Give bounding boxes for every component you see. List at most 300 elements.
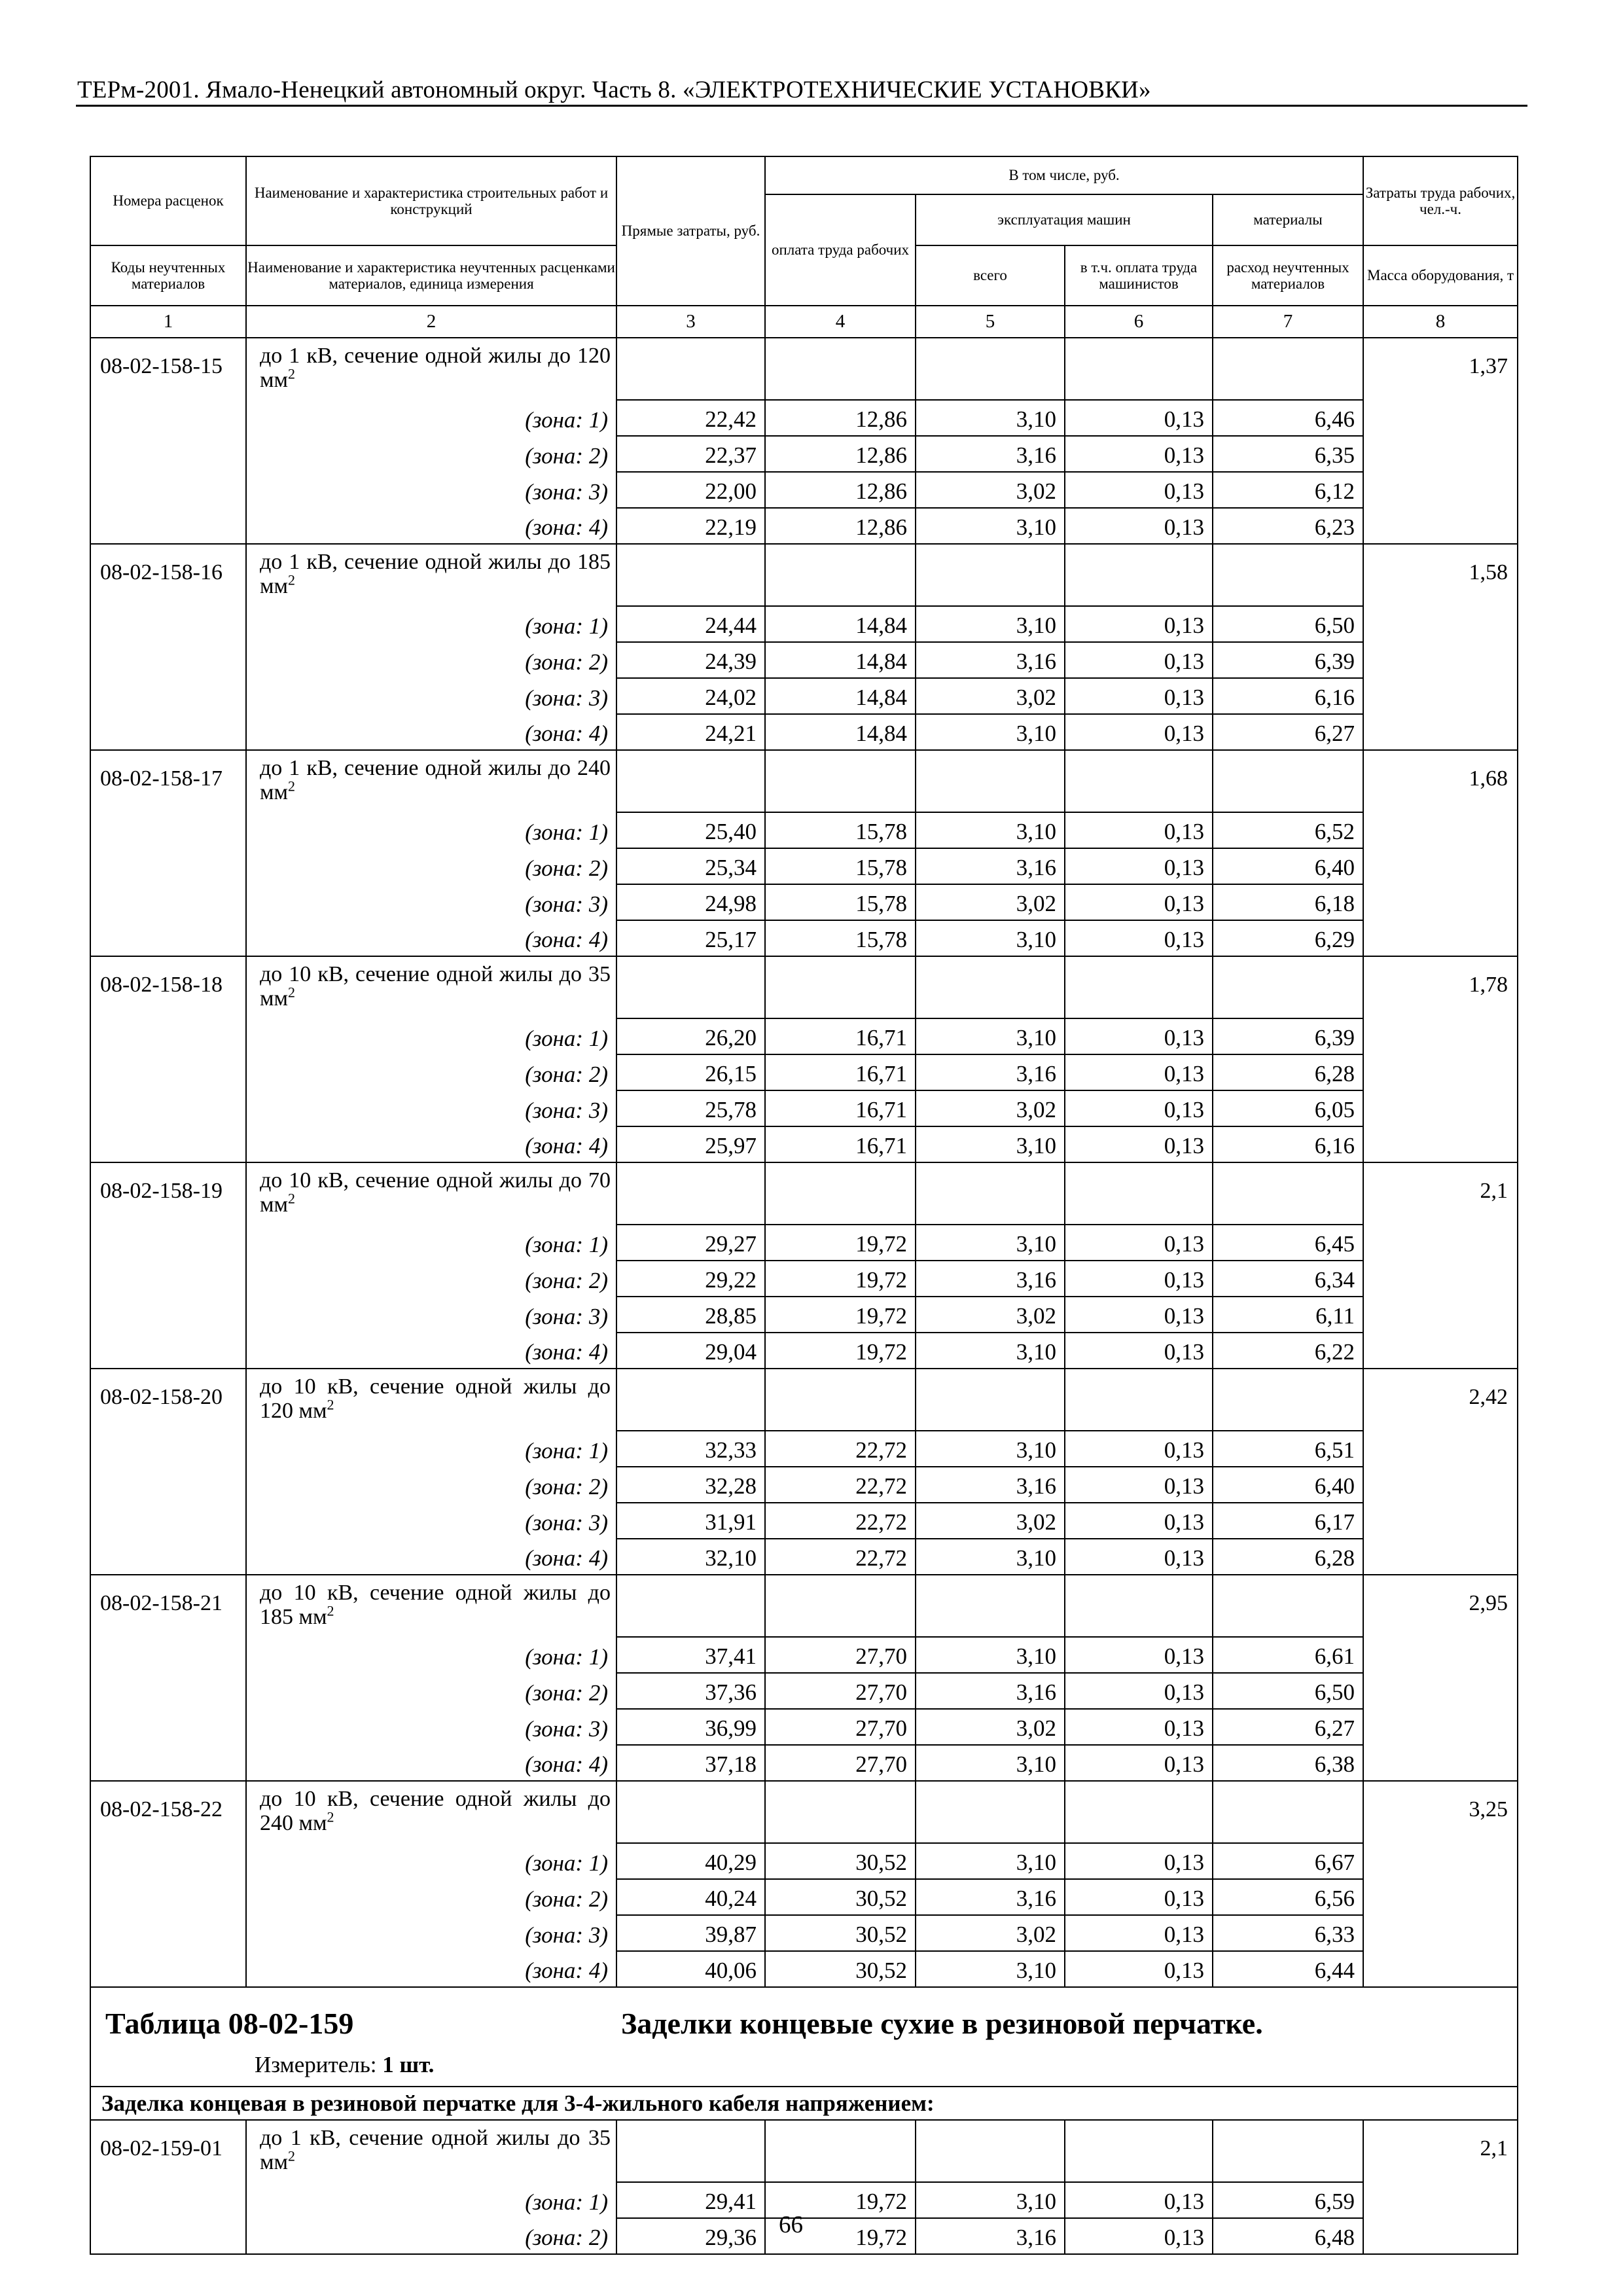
labor-cell-continuation	[1363, 1261, 1518, 1297]
empty-cell	[1213, 1781, 1363, 1843]
code-cell-continuation	[90, 714, 246, 750]
value-cell: 32,33	[616, 1431, 765, 1467]
value-cell: 6,39	[1213, 1018, 1363, 1054]
zone-row	[90, 920, 1518, 956]
value-cell: 15,78	[765, 920, 916, 956]
value-cell: 0,13	[1065, 2182, 1213, 2218]
code-cell-continuation	[90, 1709, 246, 1745]
code-cell-continuation	[90, 1333, 246, 1369]
empty-cell	[765, 956, 916, 1018]
group-header: В том числе, руб.	[765, 156, 1363, 194]
code-cell-continuation	[90, 1126, 246, 1162]
value-cell: 6,34	[1213, 1261, 1363, 1297]
value-cell: 3,10	[916, 508, 1065, 544]
rate-row	[90, 338, 1518, 400]
column-numbers-row	[90, 306, 1518, 338]
value-cell: 22,42	[616, 400, 765, 436]
value-cell: 26,20	[616, 1018, 765, 1054]
labor-cell-continuation	[1363, 1126, 1518, 1162]
code-cell-continuation	[90, 1431, 246, 1467]
value-cell: 6,28	[1213, 1539, 1363, 1575]
unit-superscript: 2	[288, 2148, 296, 2165]
empty-cell	[1065, 2120, 1213, 2182]
empty-cell	[916, 1781, 1065, 1843]
rate-description	[246, 750, 616, 812]
value-cell: 3,16	[916, 1673, 1065, 1709]
zone-row	[90, 884, 1518, 920]
rate-code: 08-02-158-15	[90, 338, 246, 400]
value-cell: 0,13	[1065, 1673, 1213, 1709]
value-cell: 16,71	[765, 1054, 916, 1090]
zone-label: (зона: 3)	[246, 1297, 616, 1333]
empty-cell	[1065, 1162, 1213, 1225]
value-cell: 19,72	[765, 1225, 916, 1261]
value-cell: 3,10	[916, 1843, 1065, 1879]
value-cell: 0,13	[1065, 1915, 1213, 1951]
labor-cell-continuation	[1363, 2182, 1518, 2218]
labor-cell-continuation	[1363, 508, 1518, 544]
rate-description	[246, 1575, 616, 1637]
value-cell: 0,13	[1065, 508, 1213, 544]
value-cell: 37,36	[616, 1673, 765, 1709]
zone-label: (зона: 2)	[246, 1261, 616, 1297]
measure-value: 1 шт.	[382, 2052, 435, 2077]
value-cell: 0,13	[1065, 1054, 1213, 1090]
value-cell: 29,41	[616, 2182, 765, 2218]
labor-cell-continuation	[1363, 1090, 1518, 1126]
code-cell-continuation	[90, 400, 246, 436]
empty-cell	[765, 750, 916, 812]
labor-cost: 2,1	[1363, 2120, 1518, 2182]
zone-row	[90, 1333, 1518, 1369]
zone-row	[90, 1951, 1518, 1987]
unit-superscript: 2	[288, 1191, 296, 1208]
value-cell: 30,52	[765, 1879, 916, 1915]
value-cell: 0,13	[1065, 2218, 1213, 2254]
value-cell: 0,13	[1065, 1126, 1213, 1162]
rate-description	[246, 1162, 616, 1225]
value-cell: 6,28	[1213, 1054, 1363, 1090]
col4-header: оплата труда рабочих	[765, 194, 916, 306]
labor-cell-continuation	[1363, 848, 1518, 884]
code-cell-continuation	[90, 2218, 246, 2254]
labor-cell-continuation	[1363, 1018, 1518, 1054]
value-cell: 6,22	[1213, 1333, 1363, 1369]
column-number: 8	[1363, 306, 1518, 338]
zone-row	[90, 1915, 1518, 1951]
value-cell: 30,52	[765, 1951, 916, 1987]
value-cell: 6,50	[1213, 1673, 1363, 1709]
value-cell: 27,70	[765, 1745, 916, 1781]
value-cell: 29,27	[616, 1225, 765, 1261]
empty-cell	[916, 1575, 1065, 1637]
zone-label: (зона: 1)	[246, 606, 616, 642]
zone-row	[90, 1539, 1518, 1575]
zone-label: (зона: 4)	[246, 1333, 616, 1369]
zone-row	[90, 812, 1518, 848]
value-cell: 37,18	[616, 1745, 765, 1781]
value-cell: 3,16	[916, 1467, 1065, 1503]
unit-superscript: 2	[327, 1397, 334, 1414]
value-cell: 12,86	[765, 508, 916, 544]
zone-row	[90, 1843, 1518, 1879]
value-cell: 30,52	[765, 1843, 916, 1879]
value-cell: 25,17	[616, 920, 765, 956]
value-cell: 22,00	[616, 472, 765, 508]
value-cell: 0,13	[1065, 884, 1213, 920]
value-cell: 6,51	[1213, 1431, 1363, 1467]
labor-cell-continuation	[1363, 1951, 1518, 1987]
value-cell: 6,16	[1213, 1126, 1363, 1162]
value-cell: 24,21	[616, 714, 765, 750]
empty-cell	[616, 1781, 765, 1843]
value-cell: 0,13	[1065, 400, 1213, 436]
zone-label: (зона: 2)	[246, 642, 616, 678]
zone-row	[90, 436, 1518, 472]
value-cell: 0,13	[1065, 1951, 1213, 1987]
value-cell: 3,02	[916, 1503, 1065, 1539]
rate-description-text: до 10 кВ, сечение одной жилы до 185 мм	[260, 1581, 611, 1630]
zone-row	[90, 1431, 1518, 1467]
zone-label: (зона: 4)	[246, 1951, 616, 1987]
labor-cost: 1,78	[1363, 956, 1518, 1018]
value-cell: 3,10	[916, 1126, 1065, 1162]
col1-subheader: Коды неучтенных материалов	[90, 245, 246, 306]
code-cell-continuation	[90, 1673, 246, 1709]
code-cell-continuation	[90, 678, 246, 714]
rate-description-text: до 10 кВ, сечение одной жилы до 120 мм	[260, 1374, 611, 1424]
value-cell: 19,72	[765, 2182, 916, 2218]
labor-cell-continuation	[1363, 642, 1518, 678]
value-cell: 40,29	[616, 1843, 765, 1879]
table-title-row	[90, 1987, 1518, 2087]
value-cell: 6,27	[1213, 714, 1363, 750]
value-cell: 24,98	[616, 884, 765, 920]
zone-row	[90, 1054, 1518, 1090]
value-cell: 6,38	[1213, 1745, 1363, 1781]
value-cell: 3,02	[916, 678, 1065, 714]
empty-cell	[1065, 1781, 1213, 1843]
value-cell: 22,37	[616, 436, 765, 472]
value-cell: 6,56	[1213, 1879, 1363, 1915]
col7-header: расход неучтенных материалов	[1213, 245, 1363, 306]
value-cell: 12,86	[765, 472, 916, 508]
value-cell: 3,16	[916, 642, 1065, 678]
value-cell: 6,48	[1213, 2218, 1363, 2254]
labor-cell-continuation	[1363, 1539, 1518, 1575]
value-cell: 14,84	[765, 606, 916, 642]
rate-code: 08-02-158-16	[90, 544, 246, 606]
labor-cost: 1,68	[1363, 750, 1518, 812]
empty-cell	[1065, 544, 1213, 606]
rate-row	[90, 544, 1518, 606]
value-cell: 3,10	[916, 606, 1065, 642]
measure	[255, 2052, 434, 2078]
value-cell: 32,28	[616, 1467, 765, 1503]
labor-cell-continuation	[1363, 1297, 1518, 1333]
empty-cell	[765, 338, 916, 400]
zone-label: (зона: 2)	[246, 1673, 616, 1709]
value-cell: 19,72	[765, 1333, 916, 1369]
value-cell: 3,02	[916, 1297, 1065, 1333]
zone-row	[90, 472, 1518, 508]
zone-label: (зона: 3)	[246, 1090, 616, 1126]
value-cell: 19,72	[765, 1297, 916, 1333]
rate-row	[90, 1781, 1518, 1843]
value-cell: 0,13	[1065, 920, 1213, 956]
code-cell-continuation	[90, 1915, 246, 1951]
value-cell: 6,39	[1213, 642, 1363, 678]
value-cell: 39,87	[616, 1915, 765, 1951]
labor-cell-continuation	[1363, 2218, 1518, 2254]
col8-subheader: Масса оборудования, т	[1363, 245, 1518, 306]
col5-header: всего	[916, 245, 1065, 306]
value-cell: 3,10	[916, 1018, 1065, 1054]
labor-cell-continuation	[1363, 884, 1518, 920]
value-cell: 3,10	[916, 1539, 1065, 1575]
code-cell-continuation	[90, 508, 246, 544]
code-cell-continuation	[90, 1951, 246, 1987]
header-rule	[76, 105, 1527, 107]
value-cell: 6,27	[1213, 1709, 1363, 1745]
value-cell: 0,13	[1065, 1018, 1213, 1054]
zone-label: (зона: 3)	[246, 472, 616, 508]
value-cell: 6,11	[1213, 1297, 1363, 1333]
code-cell-continuation	[90, 920, 246, 956]
value-cell: 19,72	[765, 2218, 916, 2254]
value-cell: 0,13	[1065, 678, 1213, 714]
value-cell: 6,61	[1213, 1637, 1363, 1673]
zone-row	[90, 1225, 1518, 1261]
value-cell: 15,78	[765, 848, 916, 884]
value-cell: 3,16	[916, 1054, 1065, 1090]
labor-cost: 2,42	[1363, 1369, 1518, 1431]
labor-cost: 3,25	[1363, 1781, 1518, 1843]
value-cell: 0,13	[1065, 1297, 1213, 1333]
zone-label: (зона: 2)	[246, 848, 616, 884]
value-cell: 3,16	[916, 1879, 1065, 1915]
labor-cell-continuation	[1363, 400, 1518, 436]
value-cell: 24,39	[616, 642, 765, 678]
labor-cost: 2,1	[1363, 1162, 1518, 1225]
labor-cell-continuation	[1363, 1225, 1518, 1261]
value-cell: 14,84	[765, 714, 916, 750]
value-cell: 6,17	[1213, 1503, 1363, 1539]
value-cell: 25,97	[616, 1126, 765, 1162]
value-cell: 6,23	[1213, 508, 1363, 544]
value-cell: 6,44	[1213, 1951, 1363, 1987]
col6-header: в т.ч. оплата труда машинистов	[1065, 245, 1213, 306]
unit-superscript: 2	[288, 778, 296, 795]
value-cell: 3,16	[916, 848, 1065, 884]
value-cell: 30,52	[765, 1915, 916, 1951]
zone-row	[90, 1090, 1518, 1126]
code-cell-continuation	[90, 1467, 246, 1503]
code-cell-continuation	[90, 1225, 246, 1261]
labor-cell-continuation	[1363, 1745, 1518, 1781]
value-cell: 0,13	[1065, 1709, 1213, 1745]
unit-superscript: 2	[327, 1603, 334, 1620]
rate-description-text: до 10 кВ, сечение одной жилы до 70 мм	[260, 1168, 611, 1217]
value-cell: 3,10	[916, 1333, 1065, 1369]
value-cell: 0,13	[1065, 812, 1213, 848]
value-cell: 0,13	[1065, 606, 1213, 642]
empty-cell	[1213, 1369, 1363, 1431]
value-cell: 6,45	[1213, 1225, 1363, 1261]
value-cell: 3,10	[916, 400, 1065, 436]
rate-description-text: до 1 кВ, сечение одной жилы до 240 мм	[260, 756, 611, 805]
empty-cell	[765, 544, 916, 606]
rate-description-text: до 10 кВ, сечение одной жилы до 240 мм	[260, 1787, 611, 1836]
rate-description	[246, 1369, 616, 1431]
value-cell: 27,70	[765, 1709, 916, 1745]
value-cell: 31,91	[616, 1503, 765, 1539]
value-cell: 0,13	[1065, 642, 1213, 678]
col2-header: Наименование и характеристика строительных работ и конструкций	[246, 156, 616, 245]
value-cell: 3,16	[916, 2218, 1065, 2254]
rate-code: 08-02-158-22	[90, 1781, 246, 1843]
value-cell: 36,99	[616, 1709, 765, 1745]
rate-code: 08-02-158-21	[90, 1575, 246, 1637]
empty-cell	[616, 1369, 765, 1431]
table-title	[91, 1988, 1517, 2086]
value-cell: 6,67	[1213, 1843, 1363, 1879]
zone-row	[90, 606, 1518, 642]
empty-cell	[765, 2120, 916, 2182]
value-cell: 6,46	[1213, 400, 1363, 436]
labor-cell-continuation	[1363, 606, 1518, 642]
zone-row	[90, 1503, 1518, 1539]
zone-label: (зона: 4)	[246, 1539, 616, 1575]
machines-header: эксплуатация машин	[916, 194, 1213, 245]
labor-cell-continuation	[1363, 436, 1518, 472]
zone-label: (зона: 2)	[246, 2218, 616, 2254]
empty-cell	[616, 544, 765, 606]
code-cell-continuation	[90, 1261, 246, 1297]
value-cell: 25,78	[616, 1090, 765, 1126]
value-cell: 22,19	[616, 508, 765, 544]
rate-code: 08-02-158-20	[90, 1369, 246, 1431]
code-cell-continuation	[90, 1539, 246, 1575]
zone-row	[90, 400, 1518, 436]
empty-cell	[1065, 338, 1213, 400]
zone-label: (зона: 3)	[246, 884, 616, 920]
value-cell: 0,13	[1065, 436, 1213, 472]
value-cell: 0,13	[1065, 1503, 1213, 1539]
col1-header: Номера расценок	[90, 156, 246, 245]
code-cell-continuation	[90, 812, 246, 848]
zone-row	[90, 848, 1518, 884]
value-cell: 40,06	[616, 1951, 765, 1987]
empty-cell	[616, 956, 765, 1018]
subtitle: Заделка концевая в резиновой перчатке для 3-4-жильного кабеля напряжением:	[90, 2087, 1518, 2120]
value-cell: 40,24	[616, 1879, 765, 1915]
value-cell: 16,71	[765, 1090, 916, 1126]
labor-cell-continuation	[1363, 1709, 1518, 1745]
value-cell: 0,13	[1065, 1539, 1213, 1575]
value-cell: 6,40	[1213, 1467, 1363, 1503]
unit-superscript: 2	[288, 984, 296, 1001]
value-cell: 6,18	[1213, 884, 1363, 920]
code-cell-continuation	[90, 642, 246, 678]
value-cell: 3,10	[916, 812, 1065, 848]
zone-label: (зона: 1)	[246, 2182, 616, 2218]
rate-description	[246, 2120, 616, 2182]
zone-label: (зона: 3)	[246, 678, 616, 714]
code-cell-continuation	[90, 884, 246, 920]
unit-superscript: 2	[288, 572, 296, 589]
zone-row	[90, 2182, 1518, 2218]
code-cell-continuation	[90, 1054, 246, 1090]
value-cell: 6,33	[1213, 1915, 1363, 1951]
value-cell: 3,10	[916, 920, 1065, 956]
measure-label: Измеритель:	[255, 2052, 377, 2077]
column-number: 6	[1065, 306, 1213, 338]
labor-cell-continuation	[1363, 678, 1518, 714]
unit-superscript: 2	[288, 366, 296, 383]
col8-header: Затраты труда рабочих, чел.-ч.	[1363, 156, 1518, 245]
rate-description-text: до 1 кВ, сечение одной жилы до 185 мм	[260, 550, 611, 599]
value-cell: 22,72	[765, 1467, 916, 1503]
value-cell: 6,05	[1213, 1090, 1363, 1126]
labor-cell-continuation	[1363, 714, 1518, 750]
empty-cell	[616, 338, 765, 400]
value-cell: 24,02	[616, 678, 765, 714]
labor-cost: 1,58	[1363, 544, 1518, 606]
value-cell: 15,78	[765, 884, 916, 920]
zone-row	[90, 1637, 1518, 1673]
rate-row	[90, 750, 1518, 812]
value-cell: 6,29	[1213, 920, 1363, 956]
rate-description	[246, 1781, 616, 1843]
zone-row	[90, 678, 1518, 714]
labor-cell-continuation	[1363, 472, 1518, 508]
zone-label: (зона: 1)	[246, 1431, 616, 1467]
labor-cell-continuation	[1363, 1879, 1518, 1915]
empty-cell	[765, 1162, 916, 1225]
value-cell: 26,15	[616, 1054, 765, 1090]
value-cell: 6,35	[1213, 436, 1363, 472]
code-cell-continuation	[90, 1745, 246, 1781]
zone-row	[90, 1467, 1518, 1503]
labor-cell-continuation	[1363, 1637, 1518, 1673]
value-cell: 37,41	[616, 1637, 765, 1673]
column-number: 2	[246, 306, 616, 338]
value-cell: 6,52	[1213, 812, 1363, 848]
column-number: 4	[765, 306, 916, 338]
value-cell: 19,72	[765, 1261, 916, 1297]
table-title-cell	[90, 1987, 1518, 2087]
zone-label: (зона: 4)	[246, 508, 616, 544]
zone-row	[90, 2218, 1518, 2254]
value-cell: 22,72	[765, 1539, 916, 1575]
zone-row	[90, 1126, 1518, 1162]
value-cell: 16,71	[765, 1126, 916, 1162]
unit-superscript: 2	[327, 1809, 334, 1826]
empty-cell	[916, 1162, 1065, 1225]
rate-code: 08-02-158-18	[90, 956, 246, 1018]
zone-label: (зона: 1)	[246, 812, 616, 848]
value-cell: 12,86	[765, 400, 916, 436]
value-cell: 12,86	[765, 436, 916, 472]
table-title-text: Заделки концевые сухие в резиновой перчатке.	[621, 2007, 1263, 2040]
code-cell-continuation	[90, 606, 246, 642]
value-cell: 0,13	[1065, 1879, 1213, 1915]
value-cell: 3,02	[916, 884, 1065, 920]
empty-cell	[765, 1781, 916, 1843]
labor-cell-continuation	[1363, 1431, 1518, 1467]
value-cell: 3,10	[916, 2182, 1065, 2218]
